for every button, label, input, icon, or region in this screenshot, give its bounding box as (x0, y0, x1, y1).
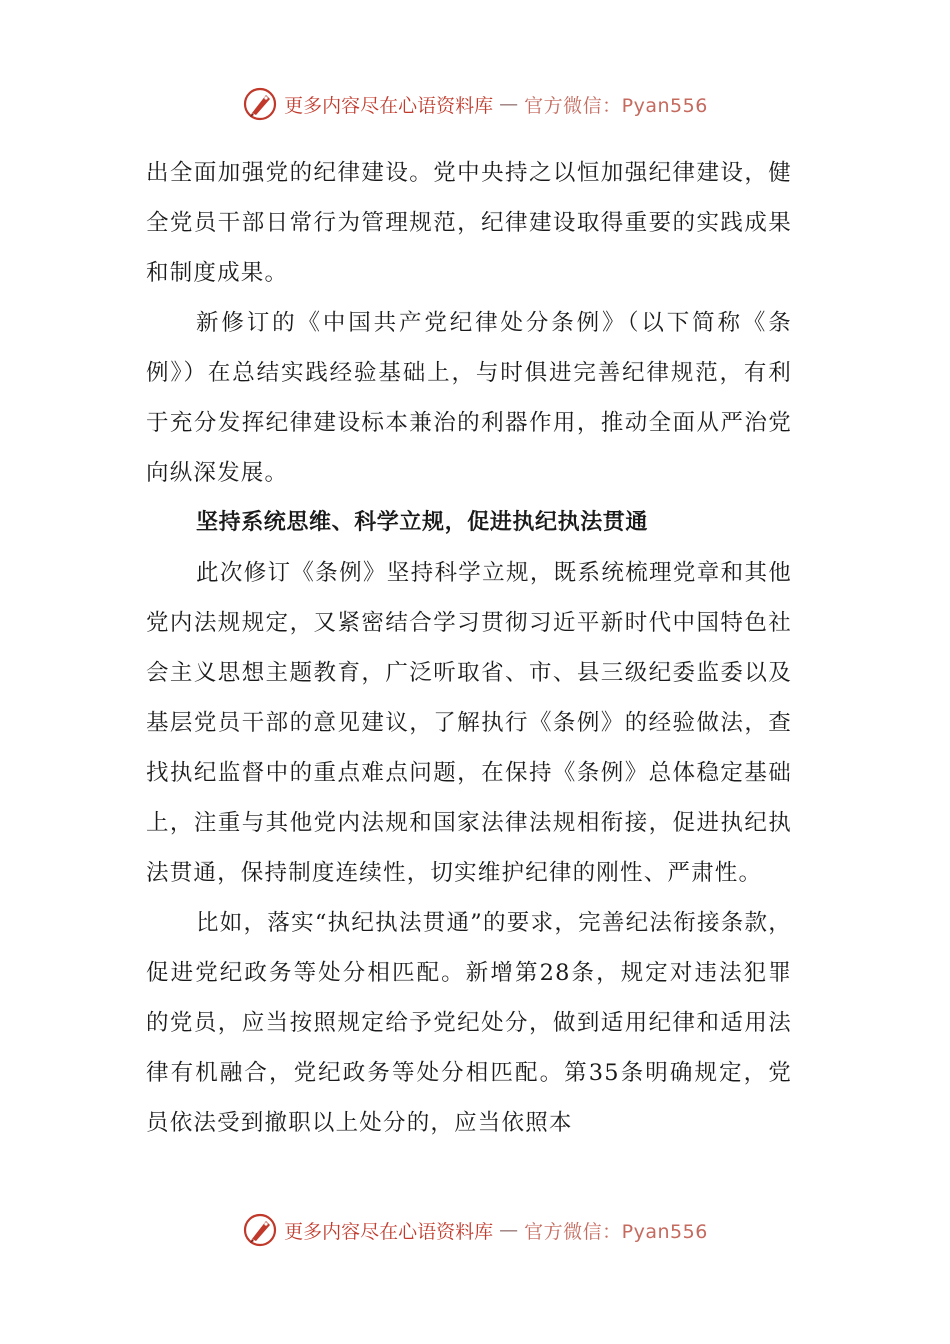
banner-wechat: 官方微信：Pyan556 (524, 1220, 708, 1243)
banner-separator: — (499, 93, 519, 115)
paragraph-3: 此次修订《条例》坚持科学立规，既系统梳理党章和其他党内法规规定，又紧密结合学习贯彻习近平新时代中国特色社会主义思想主题教育，广泛听取省、市、县三级纪委监委以及基层党员干部的意见建议，了解执行《条例》的经验做法，查找执纪监督中的重点难点问题，在保持《条例》总体稳定基础上，注重与其他党内法规和国家法律法规相衔接，促进执纪执法贯通，保持制度连续性，切实维护纪律的刚性、严肃性。 (146, 560, 792, 886)
pen-nib-icon (242, 86, 278, 122)
banner-wechat: 官方微信：Pyan556 (524, 94, 708, 117)
pen-nib-icon (242, 1212, 278, 1248)
section-heading: 坚持系统思维、科学立规，促进执纪执法贯通 (196, 510, 649, 535)
paragraph-4: 比如，落实“执纪执法贯通”的要求，完善纪法衔接条款，促进党纪政务等处分相匹配。新增第28条，规定对违法犯罪的党员，应当按照规定给予党纪处分，做到适用纪律和适用法律有机融合，党纪政务等处分相匹配。第35条明确规定，党员依法受到撤职以上处分的，应当依照本 (146, 910, 792, 1136)
banner-separator: — (499, 1219, 519, 1241)
banner-text: 更多内容尽在心语资料库 (284, 94, 494, 117)
header-watermark-banner (0, 84, 950, 124)
paragraph-2: 新修订的《中国共产党纪律处分条例》（以下简称《条例》）在总结实践经验基础上，与时俱进完善纪律规范，有利于充分发挥纪律建设标本兼治的利器作用，推动全面从严治党向纵深发展。 (146, 310, 792, 486)
banner-text: 更多内容尽在心语资料库 (284, 1220, 494, 1243)
footer-watermark-banner (0, 1210, 950, 1250)
document-body (146, 148, 792, 1148)
paragraph-1: 出全面加强党的纪律建设。党中央持之以恒加强纪律建设，健全党员干部日常行为管理规范，纪律建设取得重要的实践成果和制度成果。 (146, 160, 792, 286)
